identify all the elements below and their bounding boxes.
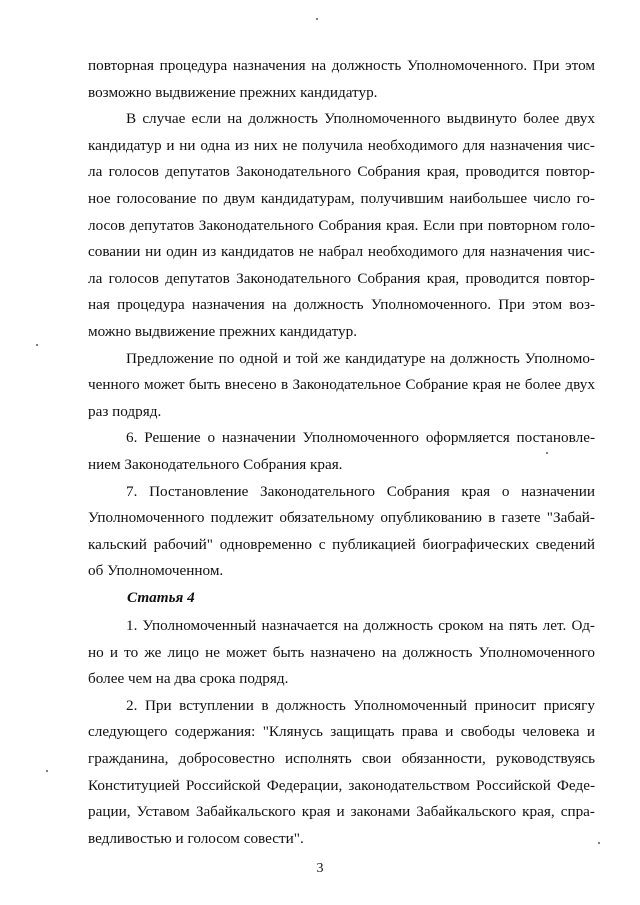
text-line: но и то же лицо не может быть назначено на должность Уполномоченного [88, 643, 595, 661]
body-text-lower [88, 613, 595, 852]
text-line: Конституцией Российской Федерации, законодательством Российской Феде- [88, 776, 595, 794]
text-line: ла голосов депутатов Законодательного Собрания края, проводится повтор- [88, 163, 595, 181]
text-line: рации, Уставом Забайкальского края и законами Забайкальского края, спра- [88, 803, 595, 821]
scan-speck [316, 18, 318, 20]
text-line: возможно выдвижение прежних кандидатур. [88, 83, 378, 101]
text-line: Предложение по одной и той же кандидатуре на должность Уполномо- [126, 349, 595, 367]
text-line: 7. Постановление Законодательного Собрания края о назначении [126, 482, 595, 500]
text-line: 1. Уполномоченный назначается на должность сроком на пять лет. Од- [126, 617, 595, 634]
text-line: лосов депутатов Законодательного Собрания края. Если при повторном голо- [88, 216, 595, 234]
scan-speck [598, 842, 600, 844]
text-line: Уполномоченного подлежит обязательному опубликованию в газете "Забай- [88, 509, 595, 527]
text-line: следующего содержания: "Клянусь защищать права и свободы человека и [88, 723, 595, 741]
body-text-upper [88, 53, 595, 585]
text-line: можно выдвижение прежних кандидатур. [88, 322, 358, 340]
text-line: об Уполномоченном. [88, 562, 224, 580]
scan-speck [546, 452, 548, 454]
text-line: нием Законодательного Собрания края. [88, 455, 343, 473]
text-line: ная процедура назначения на должность Уполномоченного. При этом воз- [88, 296, 595, 314]
text-line: ведливостью и голосом совести". [88, 829, 304, 847]
article-heading: Статья 4 [127, 589, 195, 606]
text-line: повторная процедура назначения на должность Уполномоченного. При этом [88, 57, 595, 74]
scan-speck [46, 770, 48, 772]
text-line: более чем на два срока подряд. [88, 670, 289, 688]
text-line: ное голосование по двум кандидатурам, получившим наибольшее число го- [88, 189, 595, 207]
text-line: совании ни один из кандидатов не набрал необходимого для назначения чис- [88, 243, 595, 261]
text-line: раз подряд. [88, 402, 162, 420]
text-line: кандидатур и ни одна из них не получила необходимого для назначения чис- [88, 136, 595, 154]
scan-speck [36, 344, 38, 346]
text-line: ченного может быть внесено в Законодательное Собрание края не более двух [88, 376, 595, 394]
text-line: 2. При вступлении в должность Уполномоченный приносит присягу [126, 696, 595, 714]
text-line: ла голосов депутатов Законодательного Собрания края, проводится повтор- [88, 269, 595, 287]
page-number: 3 [316, 861, 324, 876]
text-line: кальский рабочий" одновременно с публикацией биографических сведений [88, 535, 595, 553]
text-line: В случае если на должность Уполномоченного выдвинуто более двух [126, 110, 595, 128]
text-line: гражданина, добросовестно исполнять свои обязанности, руководствуясь [88, 749, 595, 767]
text-line: 6. Решение о назначении Уполномоченного оформляется постановле- [126, 429, 595, 447]
